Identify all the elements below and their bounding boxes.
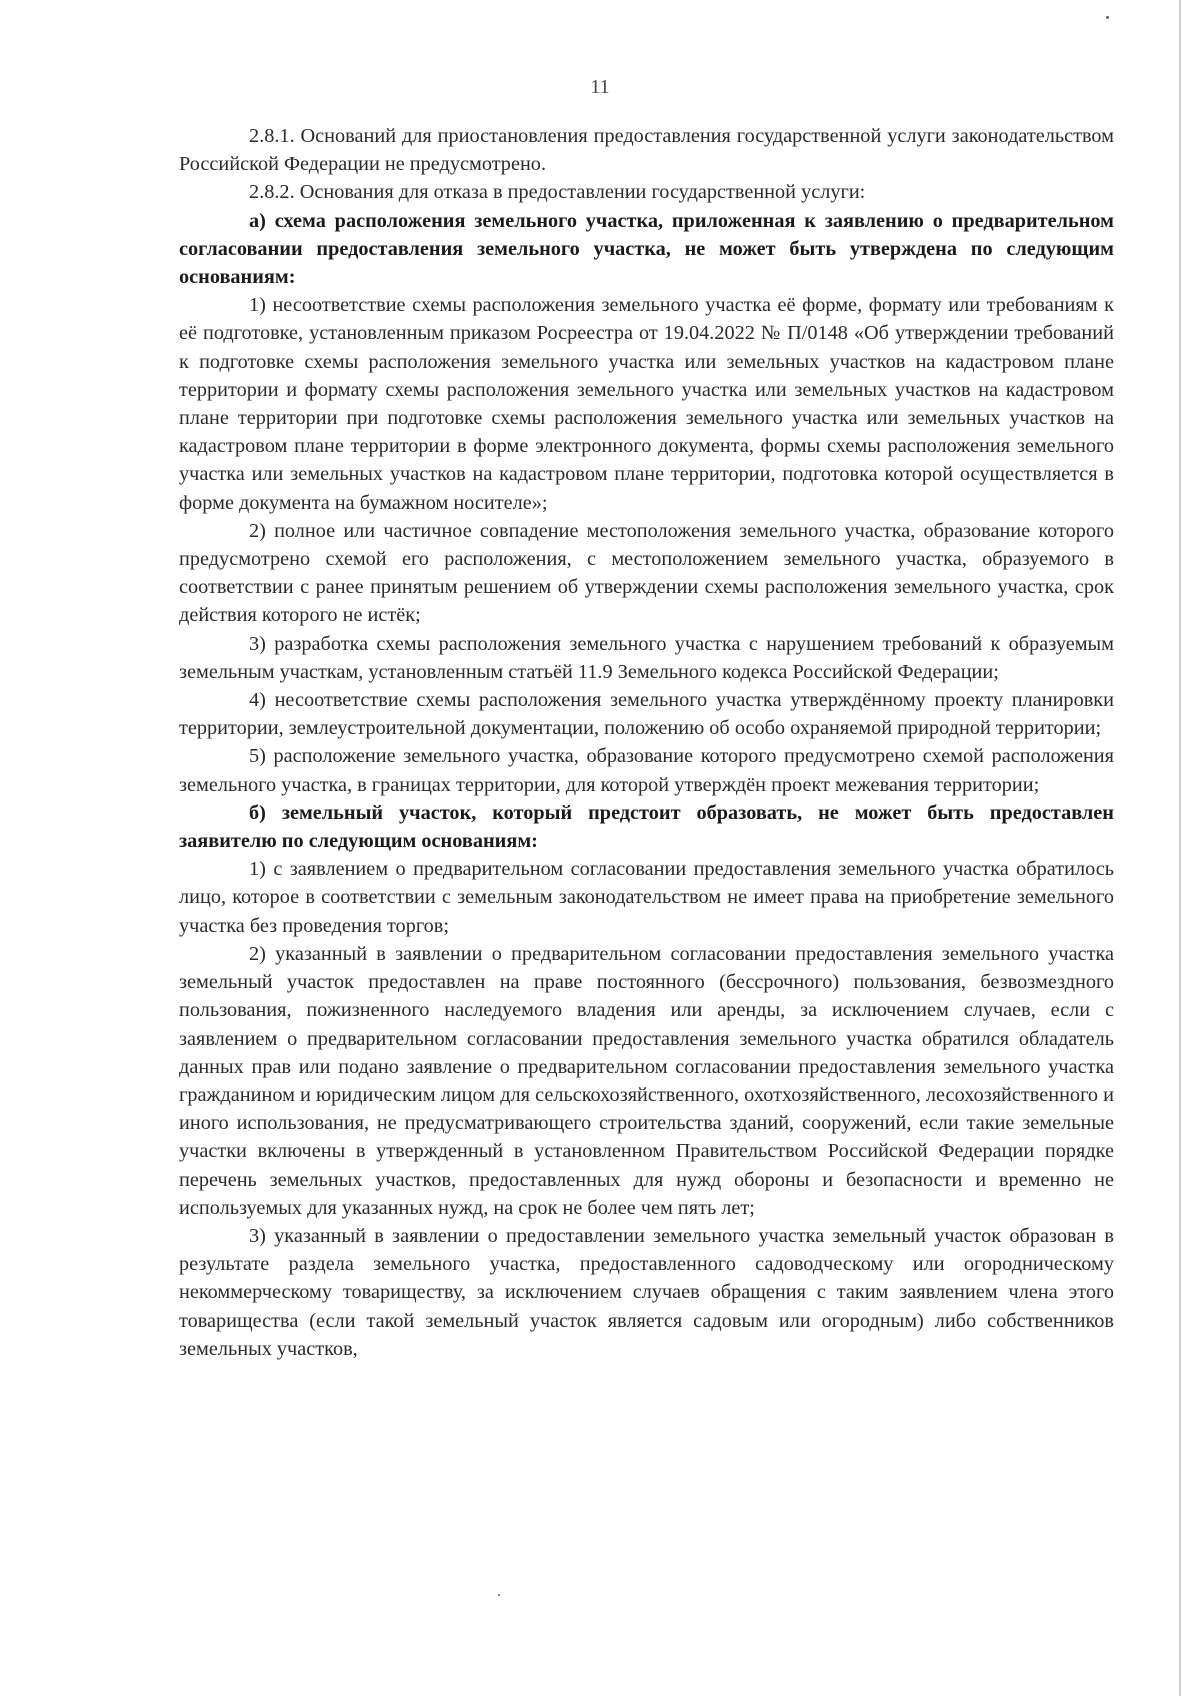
- section-heading-paragraph: б) земельный участок, который предстоит образовать, не может быть предоставлен заявителю по следующим основаниям:: [179, 801, 1114, 853]
- body-paragraph: 4) несоответствие схемы расположения земельного участка утверждённому проекту планировки территории, землеустроительной документации, положению об особо охраняемой природной территории;: [179, 689, 1114, 740]
- body-paragraph: 3) разработка схемы расположения земельного участка с нарушением требований к образуемым земельным участкам, установленным статьёй 11.9 Земельного кодекса Российской Федерации;: [179, 632, 1114, 683]
- body-paragraph: 2.8.1. Оснований для приостановления предоставления государственной услуги законодательством Российской Федерации не предусмотрено.: [179, 125, 1114, 176]
- page-edge-shadow: [1179, 0, 1181, 1696]
- scan-speck: [498, 1594, 500, 1596]
- section-heading-paragraph: а) схема расположения земельного участка, приложенная к заявлению о предварительном согласовании предоставления земельного участка, не может быть утверждена по следующим основаниям:: [179, 209, 1114, 289]
- body-paragraph: 2.8.2. Основания для отказа в предоставлении государственной услуги:: [249, 181, 866, 204]
- body-paragraph: 1) несоответствие схемы расположения земельного участка её форме, формату или требованиям к её подготовке, установленным приказом Росреестра от 19.04.2022 № П/0148 «Об утверждении требований к подготовке схемы расположения земельного участка или земельных участков на кадастровом плане территории и формату схемы расположения земельного участка или земельных участков на кадастровом плане территории при подготовке схемы расположения земельного участка или земельных участков на кадастровом плане территории в форме электронного документа, формы схемы расположения земельного участка или земельных участков на кадастровом плане территории, подготовка которой осуществляется в форме документа на бумажном носителе»;: [179, 294, 1114, 514]
- body-paragraph: 5) расположение земельного участка, образование которого предусмотрено схемой расположения земельного участка, в границах территории, для которой утверждён проект межевания территории;: [179, 745, 1114, 796]
- body-paragraph: 3) указанный в заявлении о предоставлении земельного участка земельный участок образован в результате раздела земельного участка, предоставленного садоводческому или огородническому некоммерческому товариществу, за исключением случаев обращения с таким заявлением члена этого товарищества (если такой земельный участок является садовым или огородным) либо собственников земельных участков,: [179, 1224, 1114, 1360]
- body-paragraph: 2) полное или частичное совпадение местоположения земельного участка, образование которого предусмотрено схемой его расположения, с местоположением земельного участка, образуемого в соответствии с ранее принятым решением об утверждении схемы расположения земельного участка, срок действия которого не истёк;: [179, 519, 1114, 627]
- page-number: 11: [590, 76, 610, 98]
- body-paragraph: 1) с заявлением о предварительном согласовании предоставления земельного участка обратилось лицо, которое в соответствии с земельным законодательством не имеет права на приобретение земельного участка без проведения торгов;: [179, 858, 1114, 937]
- body-paragraph: 2) указанный в заявлении о предварительном согласовании предоставления земельного участка земельный участок предоставлен на праве постоянного (бессрочного) пользования, безвозмездного пользования, пожизненного наследуемого владения или аренды, за исключением случаев, если с заявлением о предварительном согласовании предоставления земельного участка обратился обладатель данных прав или подано заявление о предварительном согласовании предоставления земельного участка гражданином и юридическим лицом для сельскохозяйственного, охотхозяйственного, лесохозяйственного и иного использования, не предусматривающего строительства зданий, сооружений, если такие земельные участки включены в утвержденный в установленном Правительством Российской Федерации порядке перечень земельных участков, предоставленных для нужд обороны и безопасности и временно не используемых для указанных нужд, на срок не более чем пять лет;: [179, 942, 1114, 1219]
- document-body: [179, 122, 1114, 1363]
- scan-speck: [1106, 16, 1109, 19]
